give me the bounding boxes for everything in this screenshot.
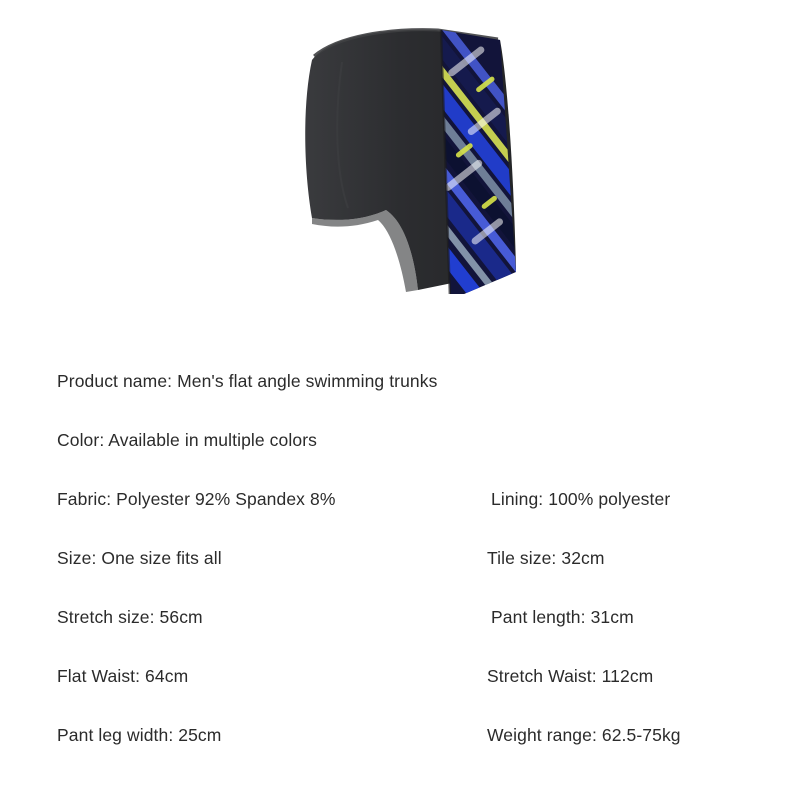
spec-color: Color: Available in multiple colors [57, 430, 317, 450]
spec-size: Size: One size fits all [57, 548, 222, 568]
spec-row-color [0, 411, 800, 470]
spec-flat-waist: Flat Waist: 64cm [57, 666, 189, 686]
spec-row-flat-waist [0, 647, 800, 706]
spec-tile-size: Tile size: 32cm [487, 548, 605, 568]
spec-weight-range: Weight range: 62.5-75kg [487, 725, 681, 745]
spec-row-fabric [0, 470, 800, 529]
spec-row-stretch-size [0, 588, 800, 647]
spec-row-size [0, 529, 800, 588]
spec-row-product-name [0, 352, 800, 411]
swimming-trunks-image [268, 22, 532, 294]
spec-pant-length: Pant length: 31cm [491, 607, 634, 627]
spec-pant-leg-width: Pant leg width: 25cm [57, 725, 222, 745]
specification-list [0, 352, 800, 765]
spec-product-name: Product name: Men's flat angle swimming trunks [57, 371, 438, 391]
product-image-area [0, 0, 800, 340]
spec-lining: Lining: 100% polyester [491, 489, 671, 509]
spec-stretch-size: Stretch size: 56cm [57, 607, 203, 627]
spec-fabric: Fabric: Polyester 92% Spandex 8% [57, 489, 336, 509]
spec-row-pant-leg-width [0, 706, 800, 765]
spec-stretch-waist: Stretch Waist: 112cm [487, 666, 654, 686]
